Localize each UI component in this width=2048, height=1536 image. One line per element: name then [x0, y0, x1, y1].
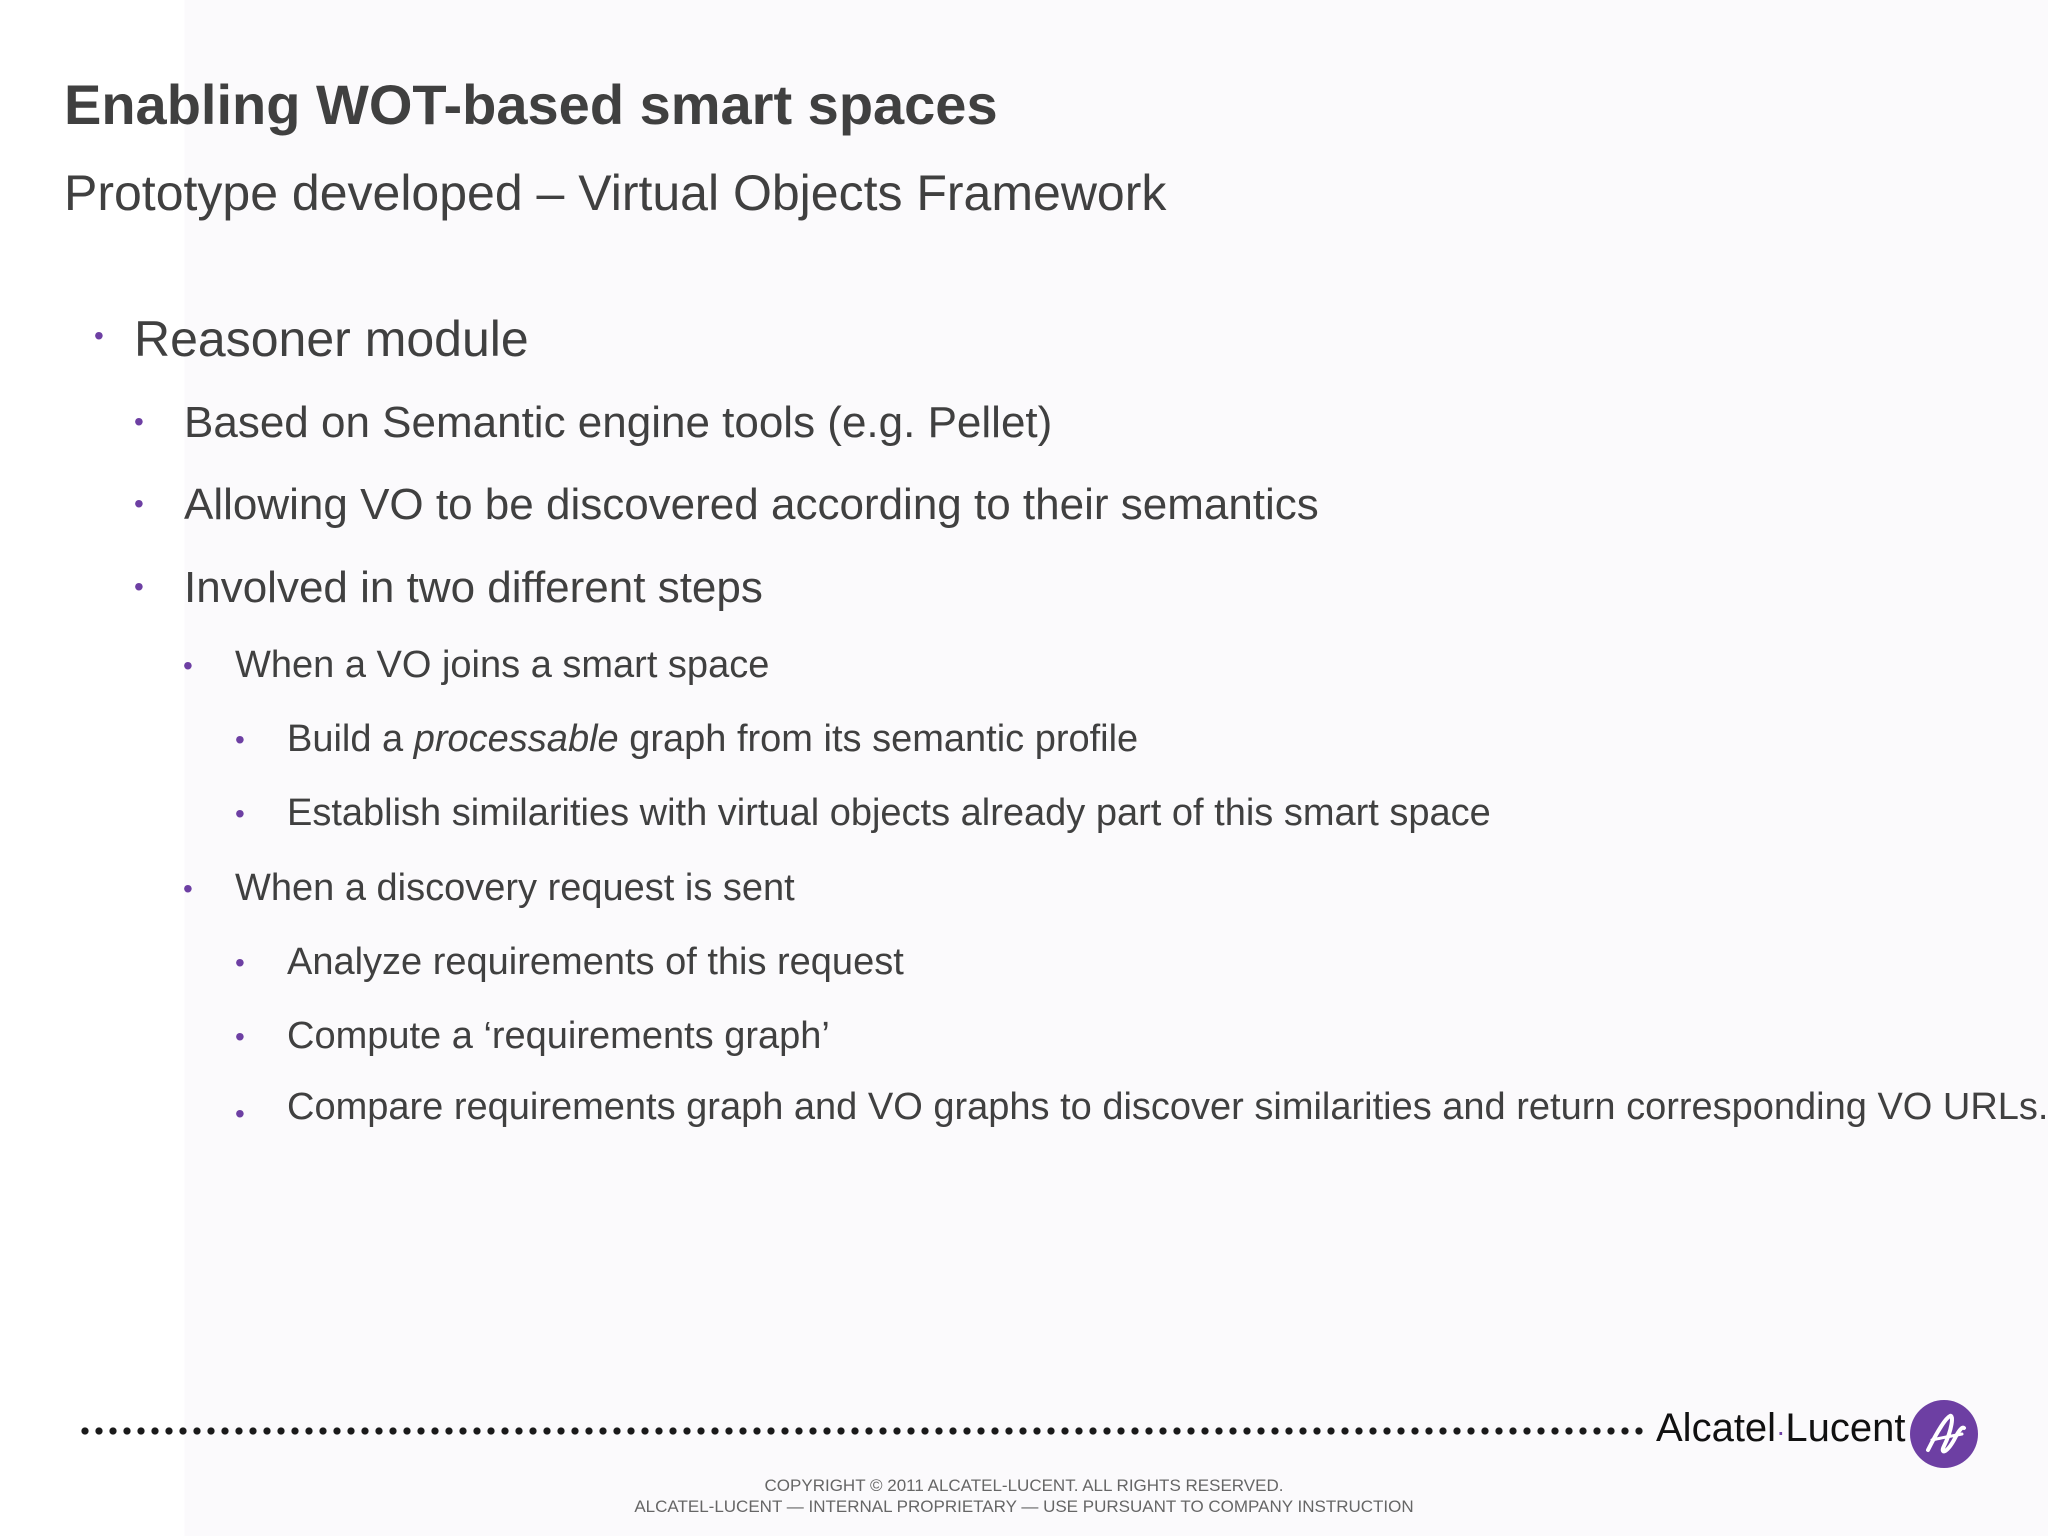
bullet-icon: •	[235, 724, 245, 755]
brand-wordmark	[1656, 1406, 1906, 1451]
bullet-icon: •	[134, 488, 144, 519]
bullet-icon: •	[183, 650, 193, 681]
brand-separator: ·	[1776, 1416, 1786, 1447]
bullet-item-level2	[134, 563, 763, 613]
bullet-item-level4	[235, 1015, 830, 1058]
bullet-text: Compare requirements graph and VO graphs to discover similarities and return corresponding VO URLs.	[287, 1086, 2048, 1128]
bullet-text: Establish similarities with virtual objects already part of this smart space	[287, 792, 1491, 834]
bullet-item-level2	[134, 480, 1319, 530]
bullet-item-level2	[134, 398, 1053, 448]
bullet-item-level4	[235, 941, 904, 984]
slide-title: Enabling WOT-based smart spaces	[64, 73, 998, 136]
bullet-item-level4	[235, 718, 1139, 761]
bullet-icon: •	[183, 873, 193, 904]
bullet-text: When a VO joins a smart space	[235, 644, 770, 686]
bullet-icon: •	[235, 1098, 245, 1129]
bullet-text: Compute a ‘requirements graph’	[287, 1015, 830, 1057]
bullet-text: Based on Semantic engine tools (e.g. Pellet)	[184, 398, 1053, 447]
proprietary-line: ALCATEL-LUCENT — INTERNAL PROPRIETARY — USE PURSUANT TO COMPANY INSTRUCTION	[634, 1497, 1414, 1516]
bullet-item-level4	[235, 1084, 2048, 1131]
bullet-text: Involved in two different steps	[184, 563, 763, 612]
bullet-text-suffix: graph from its semantic profile	[618, 718, 1139, 760]
bullet-text: Reasoner module	[134, 311, 529, 367]
brand-text-left: Alcatel	[1656, 1406, 1777, 1450]
bullet-item-level4	[235, 792, 1491, 835]
slide-subtitle: Prototype developed – Virtual Objects Framework	[64, 165, 1167, 221]
bullet-text-prefix: Build a	[287, 718, 414, 760]
brand-text-right: Lucent	[1785, 1406, 1906, 1450]
alcatel-lucent-logo-icon	[1910, 1400, 1978, 1468]
copyright-line: COPYRIGHT © 2011 ALCATEL-LUCENT. ALL RIGHTS RESERVED.	[764, 1476, 1284, 1495]
bullet-icon: •	[134, 571, 144, 602]
bullet-text: Allowing VO to be discovered according to their semantics	[184, 480, 1319, 529]
copyright-notice	[0, 1475, 2048, 1517]
dotted-divider	[78, 1425, 1648, 1437]
bullet-text: When a discovery request is sent	[235, 867, 795, 909]
bullet-item-level3	[183, 867, 795, 910]
bullet-icon: •	[235, 947, 245, 978]
bullet-text-emphasis: processable	[413, 718, 619, 760]
bullet-icon: •	[235, 798, 245, 829]
bullet-item-level1	[94, 310, 529, 368]
bullet-item-level3	[183, 644, 770, 687]
bullet-icon: •	[94, 320, 104, 351]
bullet-text: Analyze requirements of this request	[287, 941, 904, 983]
bullet-icon: •	[235, 1021, 245, 1052]
bullet-icon: •	[134, 406, 144, 437]
